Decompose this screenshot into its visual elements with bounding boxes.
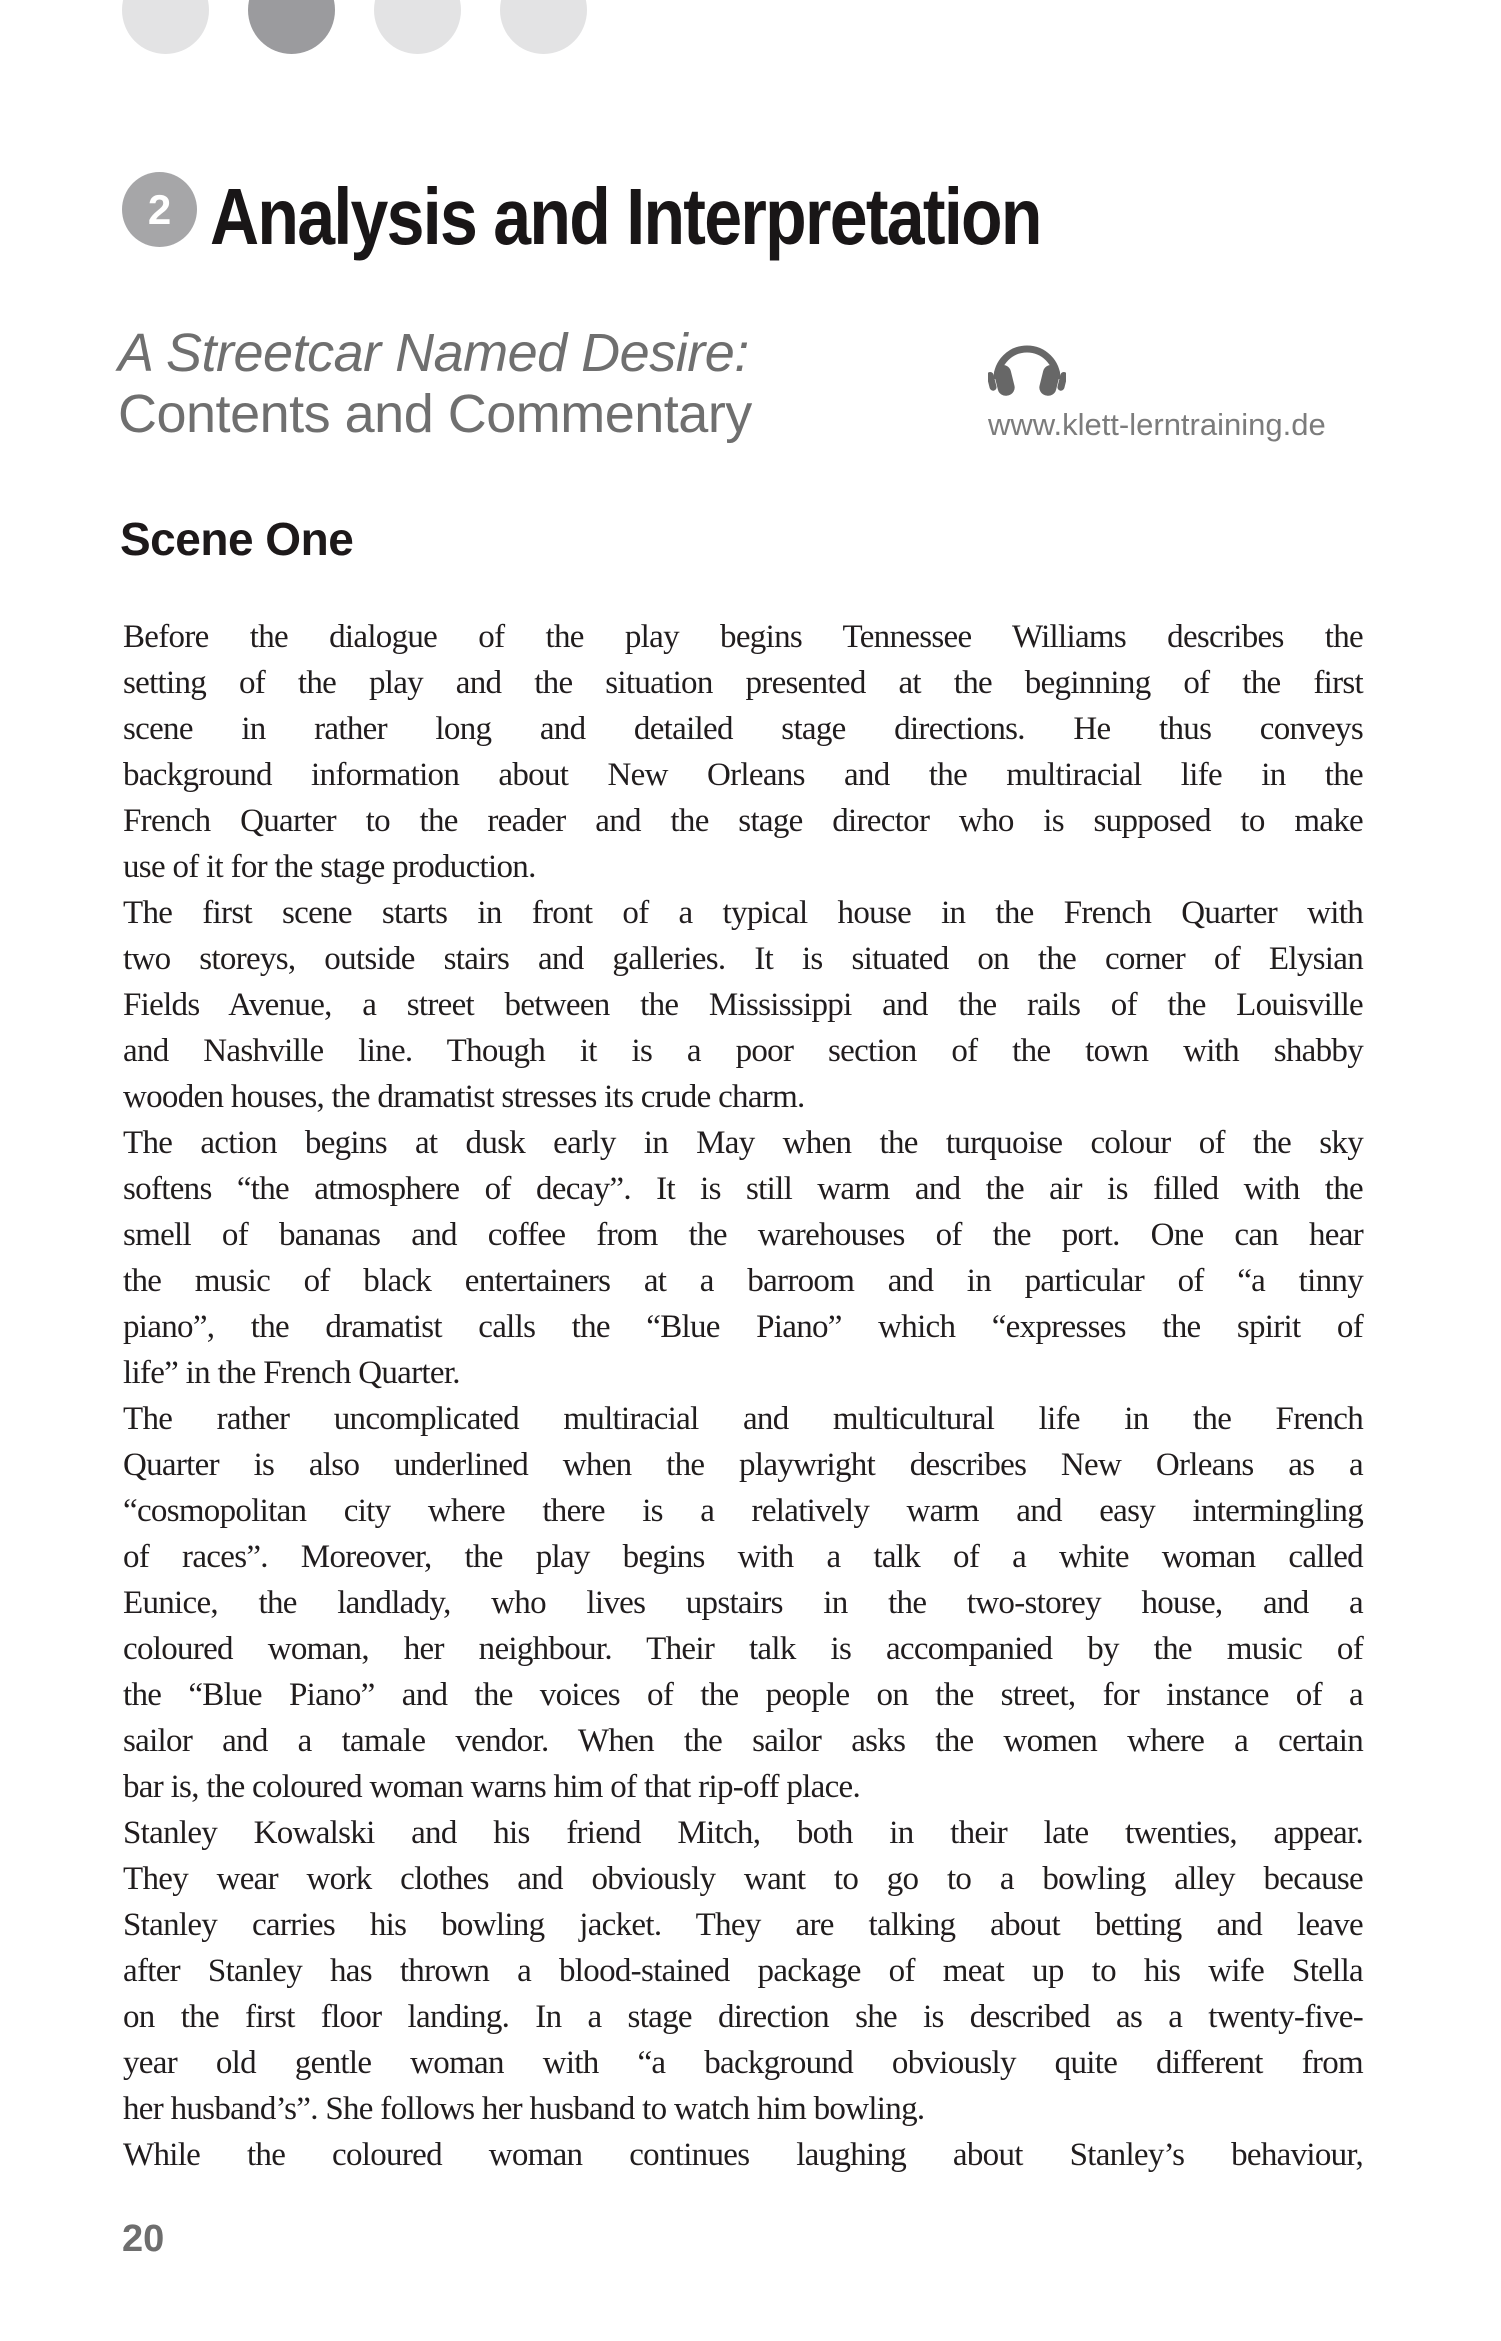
page-dot <box>122 0 209 54</box>
body-line: While the coloured woman continues laughing about Stanley’s behaviour, <box>123 2137 1363 2173</box>
body-line: life” in the French Quarter. <box>123 1355 460 1391</box>
body-text <box>123 614 1363 2178</box>
body-line: Fields Avenue, a street between the Mississippi and the rails of the Louisville <box>123 987 1363 1023</box>
body-line: Stanley carries his bowling jacket. They are talking about betting and leave <box>123 1907 1363 1943</box>
page-dot <box>248 0 335 54</box>
paragraph <box>123 890 1363 1120</box>
chapter-number: 2 <box>147 185 172 233</box>
paragraph <box>123 2132 1363 2178</box>
body-line: Eunice, the landlady, who lives upstairs in the two-storey house, and a <box>123 1585 1363 1621</box>
body-line: wooden houses, the dramatist stresses its crude charm. <box>123 1079 805 1115</box>
body-line: use of it for the stage production. <box>123 849 536 885</box>
page-number: 20 <box>122 2218 165 2260</box>
body-line: the “Blue Piano” and the voices of the people on the street, for instance of a <box>123 1677 1363 1713</box>
paragraph <box>123 614 1363 890</box>
body-line: bar is, the coloured woman warns him of that rip-off place. <box>123 1769 861 1805</box>
chapter-number-badge <box>122 172 197 247</box>
body-line: softens “the atmosphere of decay”. It is still warm and the air is filled with the <box>123 1171 1363 1207</box>
body-line: sailor and a tamale vendor. When the sailor asks the women where a certain <box>123 1723 1363 1759</box>
section-heading: Scene One <box>120 513 354 565</box>
body-line: of races”. Moreover, the play begins with a talk of a white woman called <box>123 1539 1363 1575</box>
page-title: Analysis and Interpretation <box>210 172 1041 261</box>
body-line: The rather uncomplicated multiracial and multicultural life in the French <box>123 1401 1363 1437</box>
subtitle-line-regular: Contents and Commentary <box>118 384 752 444</box>
paragraph <box>123 1396 1363 1810</box>
paragraph <box>123 1120 1363 1396</box>
body-line: setting of the play and the situation presented at the beginning of the first <box>123 665 1363 701</box>
body-line: on the first floor landing. In a stage direction she is described as a twenty-five- <box>123 1999 1363 2035</box>
body-line: The action begins at dusk early in May when the turquoise colour of the sky <box>123 1125 1363 1161</box>
body-line: background information about New Orleans and the multiracial life in the <box>123 757 1363 793</box>
body-line: coloured woman, her neighbour. Their talk is accompanied by the music of <box>123 1631 1363 1667</box>
page-dots <box>122 0 587 54</box>
page-dot <box>500 0 587 54</box>
body-line: the music of black entertainers at a barroom and in particular of “a tinny <box>123 1263 1363 1299</box>
work-subtitle <box>118 323 752 445</box>
body-line: after Stanley has thrown a blood-stained package of meat up to his wife Stella <box>123 1953 1363 1989</box>
body-line: Before the dialogue of the play begins Tennessee Williams describes the <box>123 619 1363 655</box>
body-line: Quarter is also underlined when the playwright describes New Orleans as a <box>123 1447 1363 1483</box>
body-line: two storeys, outside stairs and galleries. It is situated on the corner of Elysian <box>123 941 1363 977</box>
body-line: They wear work clothes and obviously want to go to a bowling alley because <box>123 1861 1363 1897</box>
subtitle-line-italic: A Streetcar Named Desire: <box>118 323 749 383</box>
body-line: “cosmopolitan city where there is a relatively warm and easy intermingling <box>123 1493 1363 1529</box>
body-line: piano”, the dramatist calls the “Blue Piano” which “expresses the spirit of <box>123 1309 1363 1345</box>
body-line: and Nashville line. Though it is a poor section of the town with shabby <box>123 1033 1363 1069</box>
audio-link-block <box>988 329 1326 443</box>
headphones-icon <box>988 329 1326 399</box>
body-line: smell of bananas and coffee from the warehouses of the port. One can hear <box>123 1217 1363 1253</box>
body-line: French Quarter to the reader and the stage director who is supposed to make <box>123 803 1363 839</box>
audio-url-text: www.klett-lerntraining.de <box>988 407 1326 442</box>
body-line: Stanley Kowalski and his friend Mitch, both in their late twenties, appear. <box>123 1815 1363 1851</box>
body-line: her husband’s”. She follows her husband to watch him bowling. <box>123 2091 925 2127</box>
body-line: The first scene starts in front of a typical house in the French Quarter with <box>123 895 1363 931</box>
body-line: scene in rather long and detailed stage directions. He thus conveys <box>123 711 1363 747</box>
paragraph <box>123 1810 1363 2132</box>
page-dot <box>374 0 461 54</box>
body-line: year old gentle woman with “a background obviously quite different from <box>123 2045 1363 2081</box>
